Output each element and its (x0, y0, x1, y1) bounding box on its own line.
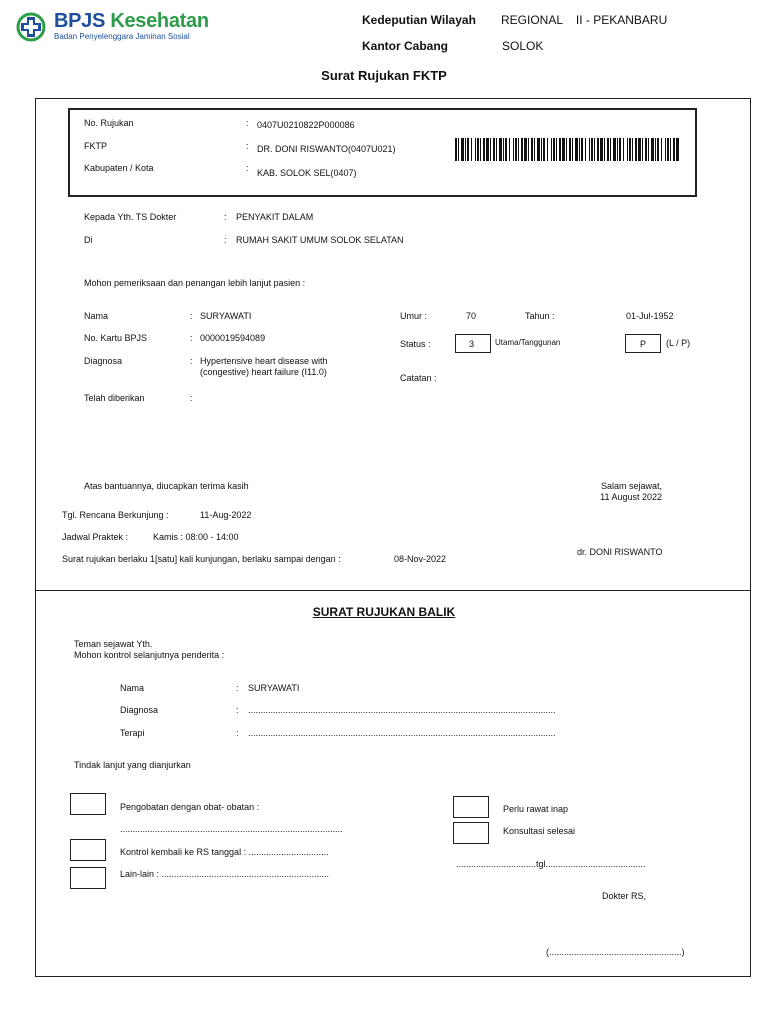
balik-diagnosa-dots: ........................................................................................................................... (248, 705, 556, 715)
colon: : (224, 235, 227, 245)
tahun-value: 01-Jul-1952 (626, 311, 674, 321)
colon: : (246, 118, 249, 128)
status-desc: Utama/Tanggunan (495, 338, 561, 347)
colon: : (236, 728, 239, 738)
brand-subtitle: Badan Penyelenggara Jaminan Sosial (54, 32, 190, 41)
tindak-text: Tindak lanjut yang dianjurkan (74, 760, 191, 770)
checkbox-konsultasi[interactable] (453, 822, 489, 844)
balik-nama-label: Nama (120, 683, 145, 693)
kepada-label: Kepada Yth. TS Dokter (84, 212, 177, 222)
balik-nama-value: SURYAWATI (248, 683, 300, 693)
signature-line: (.....................................................) (546, 947, 685, 957)
nama-value: SURYAWATI (200, 311, 252, 321)
bpjs-logo-icon (16, 12, 46, 42)
balik-diagnosa-label: Diagnosa (120, 705, 159, 715)
tgl-line: ................................tgl........................................ (456, 859, 646, 869)
salam-text: Salam sejawat, (600, 481, 662, 491)
thanks-text: Atas bantuannya, diucapkan terima kasih (84, 481, 249, 491)
colon: : (224, 212, 227, 222)
mohon-text: Mohon pemeriksaan dan penangan lebih lanjut pasien : (84, 278, 306, 288)
status-label: Status : (400, 339, 431, 349)
teman-text: Teman sejawat Yth. (74, 639, 153, 649)
opt-kontrol-label: Kontrol kembali ke RS tanggal : ................................ (120, 847, 329, 857)
jadwal-label: Jadwal Praktek : (62, 532, 129, 542)
diagnosa-label: Diagnosa (84, 356, 123, 366)
colon: : (246, 141, 249, 151)
di-value: RUMAH SAKIT UMUM SOLOK SELATAN (236, 235, 404, 245)
diagnosa-line-2: (congestive) heart failure (I11.0) (200, 367, 327, 377)
rencana-value: 11-Aug-2022 (200, 510, 252, 520)
no-rujukan-value: 0407U0210822P000086 (257, 120, 355, 130)
colon: : (190, 393, 193, 403)
mohon-kontrol-text: Mohon kontrol selanjutnya penderita : (74, 650, 225, 660)
gender-desc: (L / P) (666, 338, 691, 348)
salam-date: 11 August 2022 (600, 492, 662, 502)
tahun-label: Tahun : (525, 311, 555, 321)
opt-obat-dots: ......................................................................................... (120, 824, 343, 834)
kab-value: KAB. SOLOK SEL(0407) (257, 168, 357, 178)
status-value: 3 (469, 339, 475, 349)
dokter-rs-label: Dokter RS, (602, 891, 647, 901)
colon: : (190, 333, 193, 343)
kantor-label: Kantor Cabang (362, 39, 449, 53)
opt-rawat-label: Perlu rawat inap (503, 804, 569, 814)
jadwal-value: Kamis : 08:00 - 14:00 (153, 532, 239, 542)
barcode (455, 138, 682, 161)
kartu-label: No. Kartu BPJS (84, 333, 148, 343)
checkbox-obat[interactable] (70, 793, 106, 815)
umur-label: Umur : (400, 311, 427, 321)
kedeputian-label: Kedeputian Wilayah (362, 13, 476, 27)
kartu-value: 0000019594089 (200, 333, 266, 343)
balik-terapi-dots: ........................................................................................................................... (248, 728, 556, 738)
balik-terapi-label: Terapi (120, 728, 145, 738)
section-divider (35, 590, 751, 591)
rencana-label: Tgl. Rencana Berkunjung : (62, 510, 169, 520)
gender-value: P (640, 339, 647, 349)
opt-lain-label: Lain-lain : ................................................................... (120, 869, 330, 879)
checkbox-kontrol[interactable] (70, 839, 106, 861)
fktp-value: DR. DONI RISWANTO(0407U021) (257, 144, 396, 154)
di-label: Di (84, 235, 93, 245)
brand-name: BPJS Kesehatan (54, 10, 209, 32)
kab-label: Kabupaten / Kota (84, 163, 154, 173)
outer-frame (35, 98, 751, 977)
colon: : (246, 163, 249, 173)
diagnosa-line-1: Hypertensive heart disease with (200, 356, 328, 366)
colon: : (190, 356, 193, 366)
kantor-value: SOLOK (502, 39, 544, 53)
colon: : (236, 683, 239, 693)
kepada-value: PENYAKIT DALAM (236, 212, 314, 222)
nama-label: Nama (84, 311, 109, 321)
fktp-label: FKTP (84, 141, 108, 151)
no-rujukan-label: No. Rujukan (84, 118, 134, 128)
telah-label: Telah diberikan (84, 393, 145, 403)
opt-konsultasi-label: Konsultasi selesai (503, 826, 576, 836)
berlaku-value: 08-Nov-2022 (394, 554, 447, 564)
colon: : (190, 311, 193, 321)
balik-title: SURAT RUJUKAN BALIK (312, 605, 456, 619)
page-title: Surat Rujukan FKTP (321, 68, 447, 83)
umur-value: 70 (466, 311, 477, 321)
doctor-name: dr. DONI RISWANTO (577, 547, 663, 557)
catatan-label: Catatan : (400, 373, 437, 383)
checkbox-lain[interactable] (70, 867, 106, 889)
berlaku-text: Surat rujukan berlaku 1[satu] kali kunjungan, berlaku sampai dengan : (62, 554, 341, 564)
kedeputian-value: REGIONAL II - PEKANBARU (501, 13, 668, 27)
checkbox-rawat-inap[interactable] (453, 796, 489, 818)
opt-obat-label: Pengobatan dengan obat- obatan : (120, 802, 260, 812)
colon: : (236, 705, 239, 715)
